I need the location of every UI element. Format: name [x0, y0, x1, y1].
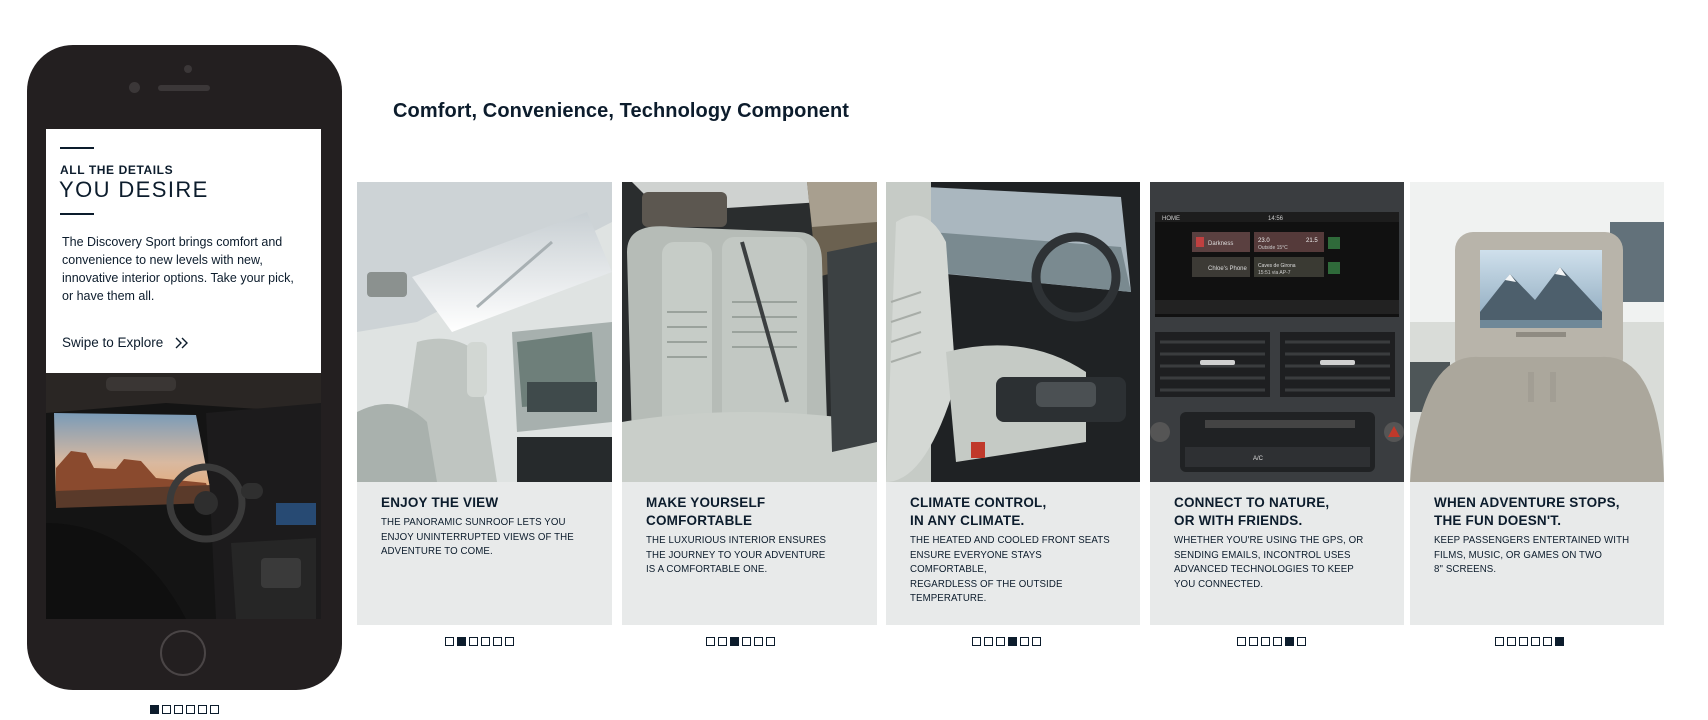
phone-screen[interactable]: [46, 129, 321, 619]
card-connect-to-nature[interactable]: [1150, 182, 1404, 625]
rear-seats-photo: [622, 182, 877, 482]
card-title: WHEN ADVENTURE STOPS, THE FUN DOESN'T.: [1434, 495, 1620, 528]
card-body: THE LUXURIOUS INTERIOR ENSURES THE JOURNEY TO YOUR ADVENTURE IS A COMFORTABLE ONE.: [646, 535, 827, 575]
screen-eta: 15:51 via AP-7: [1258, 270, 1291, 276]
pager-dot[interactable]: [1237, 637, 1246, 646]
card-body: KEEP PASSENGERS ENTERTAINED WITH FILMS, MUSIC, OR GAMES ON TWO 8" SCREENS.: [1434, 535, 1630, 575]
headrest-screen-photo: [1410, 182, 1664, 482]
pager-dot[interactable]: [996, 637, 1005, 646]
screen-track: Darkness: [1208, 241, 1234, 247]
pager-dot[interactable]: [469, 637, 478, 646]
pager-dot-active[interactable]: [150, 705, 159, 714]
screen-time: 14:56: [1268, 216, 1284, 222]
intro-kicker: ALL THE DETAILS: [60, 163, 174, 177]
front-seats-photo: [886, 182, 1140, 482]
card-title: ENJOY THE VIEW: [381, 495, 499, 510]
pager-dot[interactable]: [1507, 637, 1516, 646]
pager-dot[interactable]: [186, 705, 195, 714]
screen-destination: Caves de Girona: [1258, 263, 1296, 269]
card-make-yourself-comfortable[interactable]: [622, 182, 877, 625]
double-chevron-right-icon: [175, 337, 189, 349]
card-pager[interactable]: [1495, 637, 1564, 646]
screen-temp: 21.5: [1306, 238, 1318, 244]
pager-dot[interactable]: [742, 637, 751, 646]
screen-temp: 23.0: [1258, 238, 1270, 244]
intro-body: The Discovery Sport brings comfort and convenience to new levels with new, innovative interior options. Take your pick, or have them all.: [62, 235, 294, 303]
pager-dot[interactable]: [445, 637, 454, 646]
card-body: THE PANORAMIC SUNROOF LETS YOU ENJOY UNINTERRUPTED VIEWS OF THE ADVENTURE TO COME.: [381, 517, 574, 557]
divider: [60, 147, 94, 149]
card-pager[interactable]: [972, 637, 1041, 646]
card-body: THE HEATED AND COOLED FRONT SEATS ENSURE EVERYONE STAYS COMFORTABLE, REGARDLESS OF THE OUTSIDE TEMPERATURE.: [910, 535, 1110, 604]
card-pager[interactable]: [445, 637, 514, 646]
pager-dot-active[interactable]: [1285, 637, 1294, 646]
screen-outside: Outside 15°C: [1258, 245, 1288, 251]
pager-dot[interactable]: [766, 637, 775, 646]
pager-dot[interactable]: [481, 637, 490, 646]
phone-speaker: [158, 85, 210, 91]
pager-dot[interactable]: [162, 705, 171, 714]
pager-dot[interactable]: [1519, 637, 1528, 646]
pager-dot[interactable]: [1495, 637, 1504, 646]
card-body: WHETHER YOU'RE USING THE GPS, OR SENDING EMAILS, INCONTROL USES ADVANCED TECHNOLOGIES TO KEEP YOU CONNECTED.: [1174, 535, 1364, 590]
cockpit-desert-photo: [46, 373, 321, 619]
phone-mockup: [27, 45, 342, 690]
pager-dot[interactable]: [718, 637, 727, 646]
panoramic-sunroof-photo: [357, 182, 612, 482]
card-title: MAKE YOURSELF COMFORTABLE: [646, 495, 766, 528]
intro-headline: YOU DESIRE: [59, 177, 209, 202]
pager-dot[interactable]: [174, 705, 183, 714]
pager-dot[interactable]: [505, 637, 514, 646]
infotainment-screen-photo: [1150, 182, 1404, 482]
card-pager[interactable]: [706, 637, 775, 646]
phone-pager[interactable]: [150, 705, 219, 714]
pager-dot[interactable]: [754, 637, 763, 646]
pager-dot[interactable]: [1543, 637, 1552, 646]
swipe-to-explore-button[interactable]: [62, 335, 189, 350]
card-title: CLIMATE CONTROL, IN ANY CLIMATE.: [910, 495, 1047, 528]
phone-sensor-icon: [129, 82, 140, 93]
pager-dot[interactable]: [210, 705, 219, 714]
screen-phone: Chloe's Phone: [1208, 266, 1247, 272]
pager-dot[interactable]: [706, 637, 715, 646]
pager-dot[interactable]: [493, 637, 502, 646]
phone-camera-icon: [184, 65, 192, 73]
card-when-adventure-stops[interactable]: [1410, 182, 1664, 625]
card-pager[interactable]: [1237, 637, 1306, 646]
page-title: Comfort, Convenience, Technology Component: [393, 100, 850, 122]
pager-dot[interactable]: [1273, 637, 1282, 646]
card-climate-control[interactable]: [886, 182, 1140, 625]
pager-dot[interactable]: [1531, 637, 1540, 646]
card-title: CONNECT TO NATURE, OR WITH FRIENDS.: [1174, 495, 1330, 528]
pager-dot[interactable]: [198, 705, 207, 714]
pager-dot[interactable]: [984, 637, 993, 646]
pager-dot-active[interactable]: [1555, 637, 1564, 646]
pager-dot[interactable]: [1032, 637, 1041, 646]
pager-dot[interactable]: [1297, 637, 1306, 646]
pager-dot[interactable]: [1261, 637, 1270, 646]
ac-label: A/C: [1253, 456, 1264, 462]
home-button[interactable]: [160, 630, 206, 676]
pager-dot-active[interactable]: [730, 637, 739, 646]
screen-home-label: HOME: [1162, 216, 1180, 222]
card-enjoy-the-view[interactable]: [357, 182, 612, 625]
divider: [60, 213, 94, 215]
swipe-label: Swipe to Explore: [62, 335, 164, 350]
pager-dot[interactable]: [972, 637, 981, 646]
pager-dot-active[interactable]: [1008, 637, 1017, 646]
pager-dot-active[interactable]: [457, 637, 466, 646]
intro-panel: [46, 129, 321, 373]
pager-dot[interactable]: [1020, 637, 1029, 646]
pager-dot[interactable]: [1249, 637, 1258, 646]
